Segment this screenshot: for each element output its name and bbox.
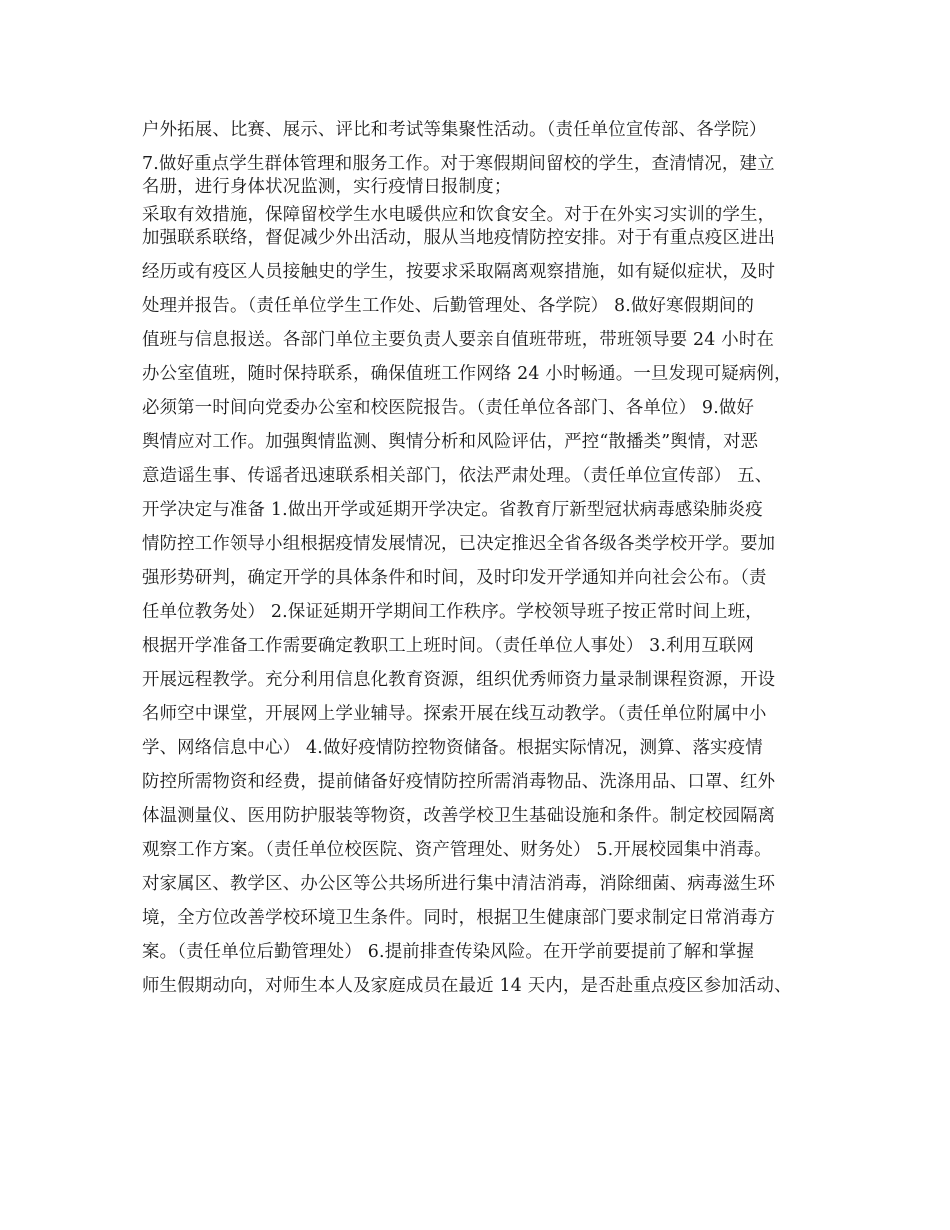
text-line: 对家属区、教学区、办公区等公共场所进行集中清洁消毒，消除细菌、病毒滋生环: [142, 874, 776, 894]
text-line: 采取有效措施，保障留校学生水电暖供应和饮食安全。对于在外实习实训的学生，: [142, 205, 776, 225]
text-line: 必须第一时间向党委办公室和校医院报告。（责任单位各部门、各单位） 9.做好: [142, 398, 755, 418]
text-line: 案。（责任单位后勤管理处） 6.提前排查传染风险。在开学前要提前了解和掌握: [142, 942, 755, 962]
body-text: [142, 119, 842, 1009]
text-line: 意造谣生事、传谣者迅速联系相关部门，依法严肃处理。（责任单位宣传部） 五、: [142, 466, 773, 486]
text-line: 师生假期动向，对师生本人及家庭成员在最近 14 天内，是否赴重点疫区参加活动、: [142, 976, 792, 996]
text-line: 情防控工作领导小组根据疫情发展情况，已决定推迟全省各级各类学校开学。要加: [142, 534, 776, 554]
text-line: 户外拓展、比赛、展示、评比和考试等集聚性活动。（责任单位宣传部、各学院）: [142, 120, 767, 140]
text-line: 开学决定与准备 1.做出开学或延期开学决定。省教育厅新型冠状病毒感染肺炎疫: [142, 500, 763, 520]
text-line: 体温测量仪、医用防护服装等物资，改善学校卫生基础设施和条件。制定校园隔离: [142, 806, 776, 826]
text-line: 7.做好重点学生群体管理和服务工作。对于寒假期间留校的学生，查清情况，建立: [142, 154, 775, 174]
text-line: 境，全方位改善学校环境卫生条件。同时，根据卫生健康部门要求制定日常消毒方: [142, 908, 776, 928]
text-line: 加强联系联络，督促减少外出活动，服从当地疫情防控安排。对于有重点疫区进出: [142, 228, 776, 248]
text-line: 开展远程教学。充分利用信息化教育资源，组织优秀师资力量录制课程资源，开设: [142, 670, 776, 690]
text-line: 强形势研判，确定开学的具体条件和时间，及时印发开学通知并向社会公布。（责: [142, 568, 767, 588]
text-line: 防控所需物资和经费，提前储备好疫情防控所需消毒物品、洗涤用品、口罩、红外: [142, 772, 776, 792]
text-line: 名师空中课堂，开展网上学业辅导。探索开展在线互动教学。（责任单位附属中小: [142, 704, 767, 724]
text-line: 经历或有疫区人员接触史的学生，按要求采取隔离观察措施，如有疑似症状，及时: [142, 262, 776, 282]
text-line: 观察工作方案。（责任单位校医院、资产管理处、财务处） 5.开展校园集中消毒。: [142, 840, 772, 860]
text-line: 值班与信息报送。各部门单位主要负责人要亲自值班带班，带班领导要 24 小时在: [142, 330, 775, 350]
text-line: 根据开学准备工作需要确定教职工上班时间。（责任单位人事处） 3.利用互联网: [142, 636, 755, 656]
text-line: 处理并报告。（责任单位学生工作处、后勤管理处、各学院） 8.做好寒假期间的: [142, 296, 755, 316]
text-line: 学、网络信息中心） 4.做好疫情防控物资储备。根据实际情况，测算、落实疫情: [142, 738, 763, 758]
text-line: 舆情应对工作。加强舆情监测、舆情分析和风险评估，严控“散播类”舆情，对恶: [142, 432, 759, 452]
text-line: 办公室值班，随时保持联系，确保值班工作网络 24 小时畅通。一旦发现可疑病例，: [142, 364, 792, 384]
text-line: 任单位教务处） 2.保证延期开学期间工作秩序。学校领导班子按正常时间上班，: [142, 602, 763, 622]
text-line: 名册，进行身体状况监测，实行疫情日报制度；: [142, 177, 512, 197]
